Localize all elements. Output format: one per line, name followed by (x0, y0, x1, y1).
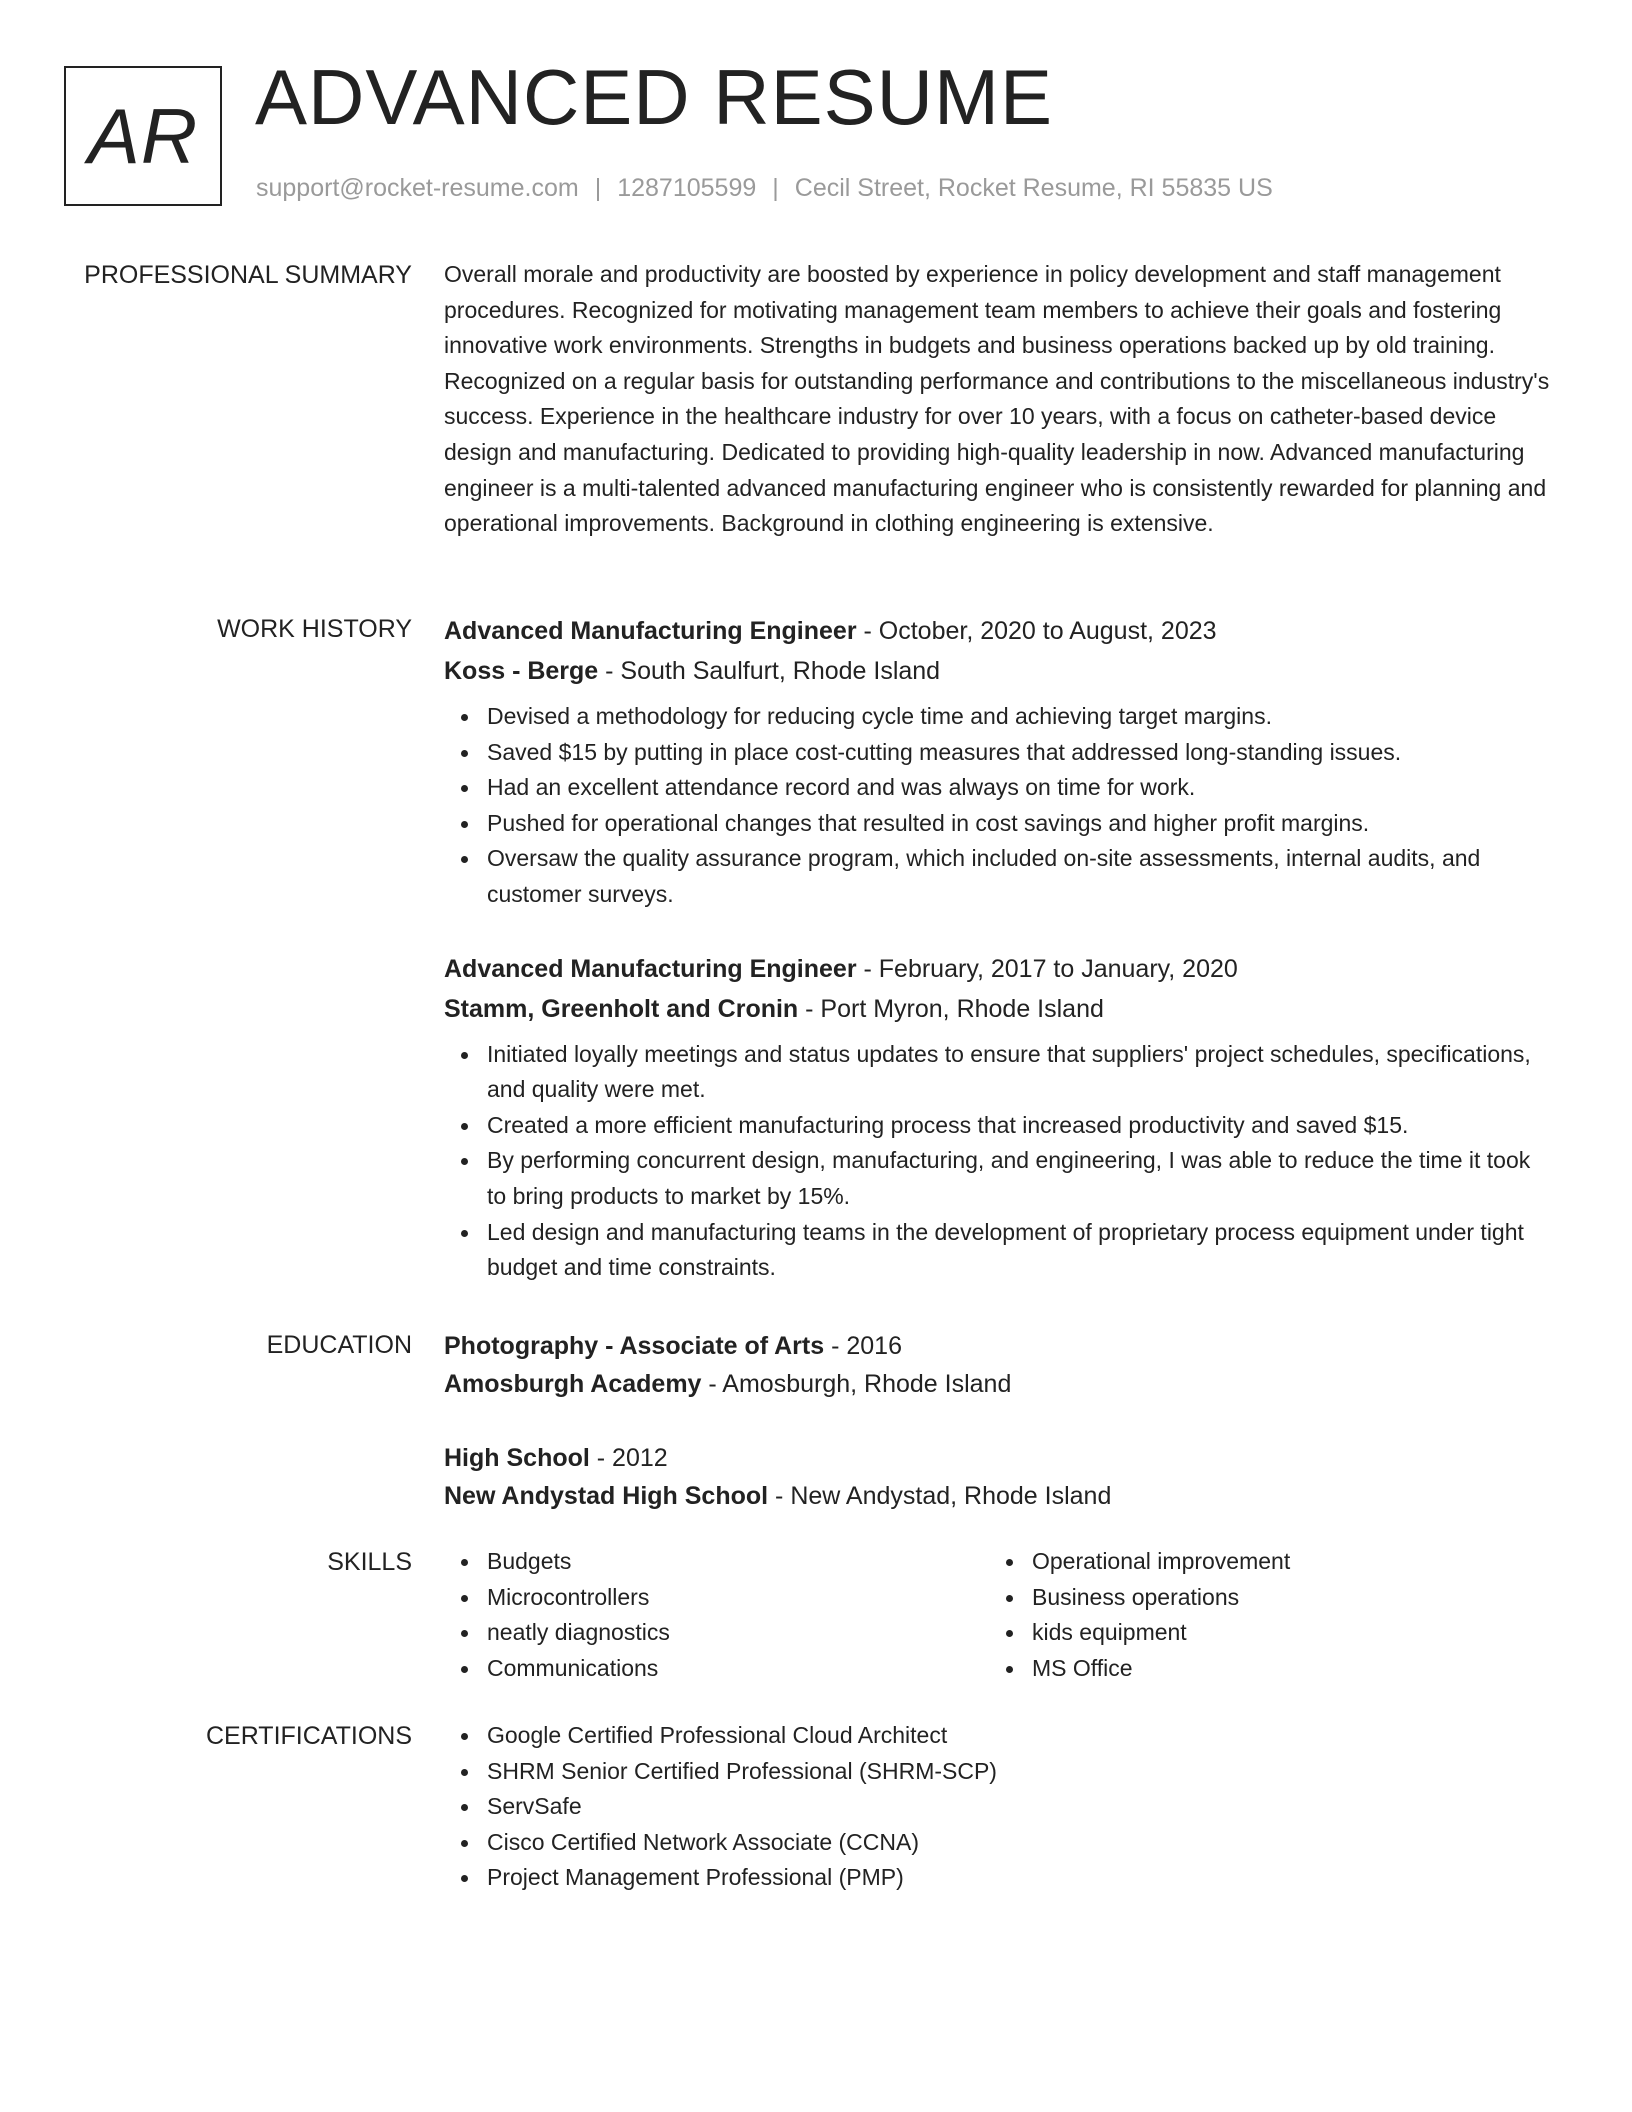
list-item: Operational improvement (1032, 1544, 1534, 1580)
job-title: Advanced Manufacturing Engineer (444, 617, 857, 645)
job-title-line (444, 611, 1554, 651)
bullet-dot-icon (1006, 1630, 1013, 1637)
bullet-dot-icon (461, 1733, 468, 1740)
skills-list (989, 1544, 1534, 1686)
job-entry (444, 949, 1554, 1286)
list-item: Business operations (1032, 1580, 1534, 1616)
education-degree-line (444, 1327, 1554, 1365)
bullet-dot-icon (461, 821, 468, 828)
education-location: - Amosburgh, Rhode Island (701, 1370, 1012, 1398)
skills-column-left (444, 1544, 989, 1686)
job-dates: - February, 2017 to January, 2020 (856, 954, 1238, 983)
job-title-line (444, 949, 1554, 989)
list-item: Devised a methodology for reducing cycle time and achieving target margins. (487, 699, 1554, 735)
work-history-body (444, 611, 1554, 1286)
section-heading-work: WORK HISTORY (217, 615, 412, 643)
education-school: New Andystad High School (444, 1482, 769, 1510)
job-company: Koss - Berge (444, 657, 599, 685)
education-school: Amosburgh Academy (444, 1370, 702, 1398)
list-item: Initiated loyally meetings and status updates to ensure that suppliers' project schedules, specifications, and quality were met. (487, 1037, 1554, 1108)
bullet-dot-icon (461, 750, 468, 757)
bullet-dot-icon (461, 1052, 468, 1059)
education-location: - New Andystad, Rhode Island (768, 1482, 1112, 1510)
list-item: Google Certified Professional Cloud Architect (487, 1718, 1554, 1754)
contact-address: Cecil Street, Rocket Resume, RI 55835 US (794, 174, 1273, 202)
skills-body (444, 1544, 1554, 1686)
education-entry (444, 1327, 1554, 1403)
list-item: Microcontrollers (487, 1580, 989, 1616)
bullet-dot-icon (461, 1875, 468, 1882)
list-item: MS Office (1032, 1651, 1534, 1687)
skills-list (444, 1544, 989, 1686)
education-year: - 2016 (824, 1332, 902, 1360)
education-year: - 2012 (589, 1444, 668, 1472)
education-school-line (444, 1477, 1554, 1515)
list-item: kids equipment (1032, 1615, 1534, 1651)
job-company: Stamm, Greenholt and Cronin (444, 994, 799, 1023)
bullet-dot-icon (461, 714, 468, 721)
section-heading-education: EDUCATION (266, 1331, 412, 1359)
bullet-dot-icon (461, 1840, 468, 1847)
list-item: Led design and manufacturing teams in the development of proprietary process equipment under tight budget and time constraints. (487, 1215, 1554, 1286)
education-degree: High School (444, 1444, 590, 1472)
skills-grid (444, 1544, 1554, 1686)
list-item: Had an excellent attendance record and was always on time for work. (487, 770, 1554, 806)
list-item: Project Management Professional (PMP) (487, 1860, 1554, 1896)
bullet-dot-icon (461, 1804, 468, 1811)
monogram-initials: AR (87, 91, 199, 180)
bullet-dot-icon (461, 1595, 468, 1602)
certifications-list (444, 1718, 1554, 1896)
bullet-dot-icon (461, 1559, 468, 1566)
list-item: Oversaw the quality assurance program, which included on-site assessments, internal audits, and customer surveys. (487, 841, 1554, 912)
contact-email: support@rocket-resume.com (256, 174, 579, 202)
bullet-dot-icon (461, 1666, 468, 1673)
education-degree-line (444, 1439, 1554, 1477)
contact-separator: | (772, 174, 779, 202)
resume-title: ADVANCED RESUME (255, 53, 1054, 141)
job-location: - South Saulfurt, Rhode Island (598, 657, 941, 685)
list-item: Cisco Certified Network Associate (CCNA) (487, 1825, 1554, 1861)
contact-phone: 1287105599 (617, 174, 757, 202)
bullet-dot-icon (1006, 1559, 1013, 1566)
bullet-dot-icon (461, 856, 468, 863)
list-item: SHRM Senior Certified Professional (SHRM-SCP) (487, 1754, 1554, 1790)
list-item: Communications (487, 1651, 989, 1687)
bullet-dot-icon (1006, 1595, 1013, 1602)
job-bullet-list (444, 699, 1554, 913)
list-item: By performing concurrent design, manufacturing, and engineering, I was able to reduce the time it took to bring products to market by 15%. (487, 1143, 1554, 1214)
section-heading-summary: PROFESSIONAL SUMMARY (84, 261, 412, 289)
job-bullet-list (444, 1037, 1554, 1286)
section-heading-skills: SKILLS (327, 1548, 412, 1576)
list-item: ServSafe (487, 1789, 1554, 1825)
bullet-dot-icon (1006, 1666, 1013, 1673)
summary-text: Overall morale and productivity are boosted by experience in policy development and staff management procedures. Recognized for motivating management team members to achieve their goals and fostering innovative work environments. Strengths in budgets and business operations backed up by old training. Recognized on a regular basis for outstanding performance and contributions to the miscellaneous industry's success. Experience in the healthcare industry for over 10 years, with a focus on catheter-based device design and manufacturing. Dedicated to providing high-quality leadership in now. Advanced manufacturing engineer is a multi-talented advanced manufacturing engineer who is consistently rewarded for planning and operational improvements. Background in clothing engineering is extensive. (444, 261, 1550, 537)
education-degree: Photography - Associate of Arts (444, 1332, 825, 1360)
education-entry (444, 1439, 1554, 1515)
bullet-dot-icon (461, 1123, 468, 1130)
job-location: - Port Myron, Rhode Island (798, 994, 1104, 1023)
summary-body (444, 257, 1554, 542)
skills-column-right (989, 1544, 1534, 1686)
bullet-dot-icon (461, 1630, 468, 1637)
job-dates: - October, 2020 to August, 2023 (856, 617, 1217, 645)
job-title: Advanced Manufacturing Engineer (444, 954, 857, 983)
contact-separator: | (594, 174, 602, 202)
education-school-line (444, 1365, 1554, 1403)
list-item: Saved $15 by putting in place cost-cutting measures that addressed long-standing issues. (487, 735, 1554, 771)
job-company-line (444, 989, 1554, 1029)
list-item: Created a more efficient manufacturing process that increased productivity and saved $15. (487, 1108, 1554, 1144)
monogram-badge (64, 66, 222, 206)
job-company-line (444, 651, 1554, 691)
bullet-dot-icon (461, 785, 468, 792)
education-body (444, 1327, 1554, 1515)
list-item: Budgets (487, 1544, 989, 1580)
list-item: neatly diagnostics (487, 1615, 989, 1651)
job-entry (444, 611, 1554, 913)
section-heading-certifications: CERTIFICATIONS (205, 1722, 412, 1750)
list-item: Pushed for operational changes that resulted in cost savings and higher profit margins. (487, 806, 1554, 842)
bullet-dot-icon (461, 1230, 468, 1237)
certifications-body (444, 1718, 1554, 1896)
bullet-dot-icon (461, 1769, 468, 1776)
contact-line (256, 174, 1273, 203)
bullet-dot-icon (461, 1158, 468, 1165)
